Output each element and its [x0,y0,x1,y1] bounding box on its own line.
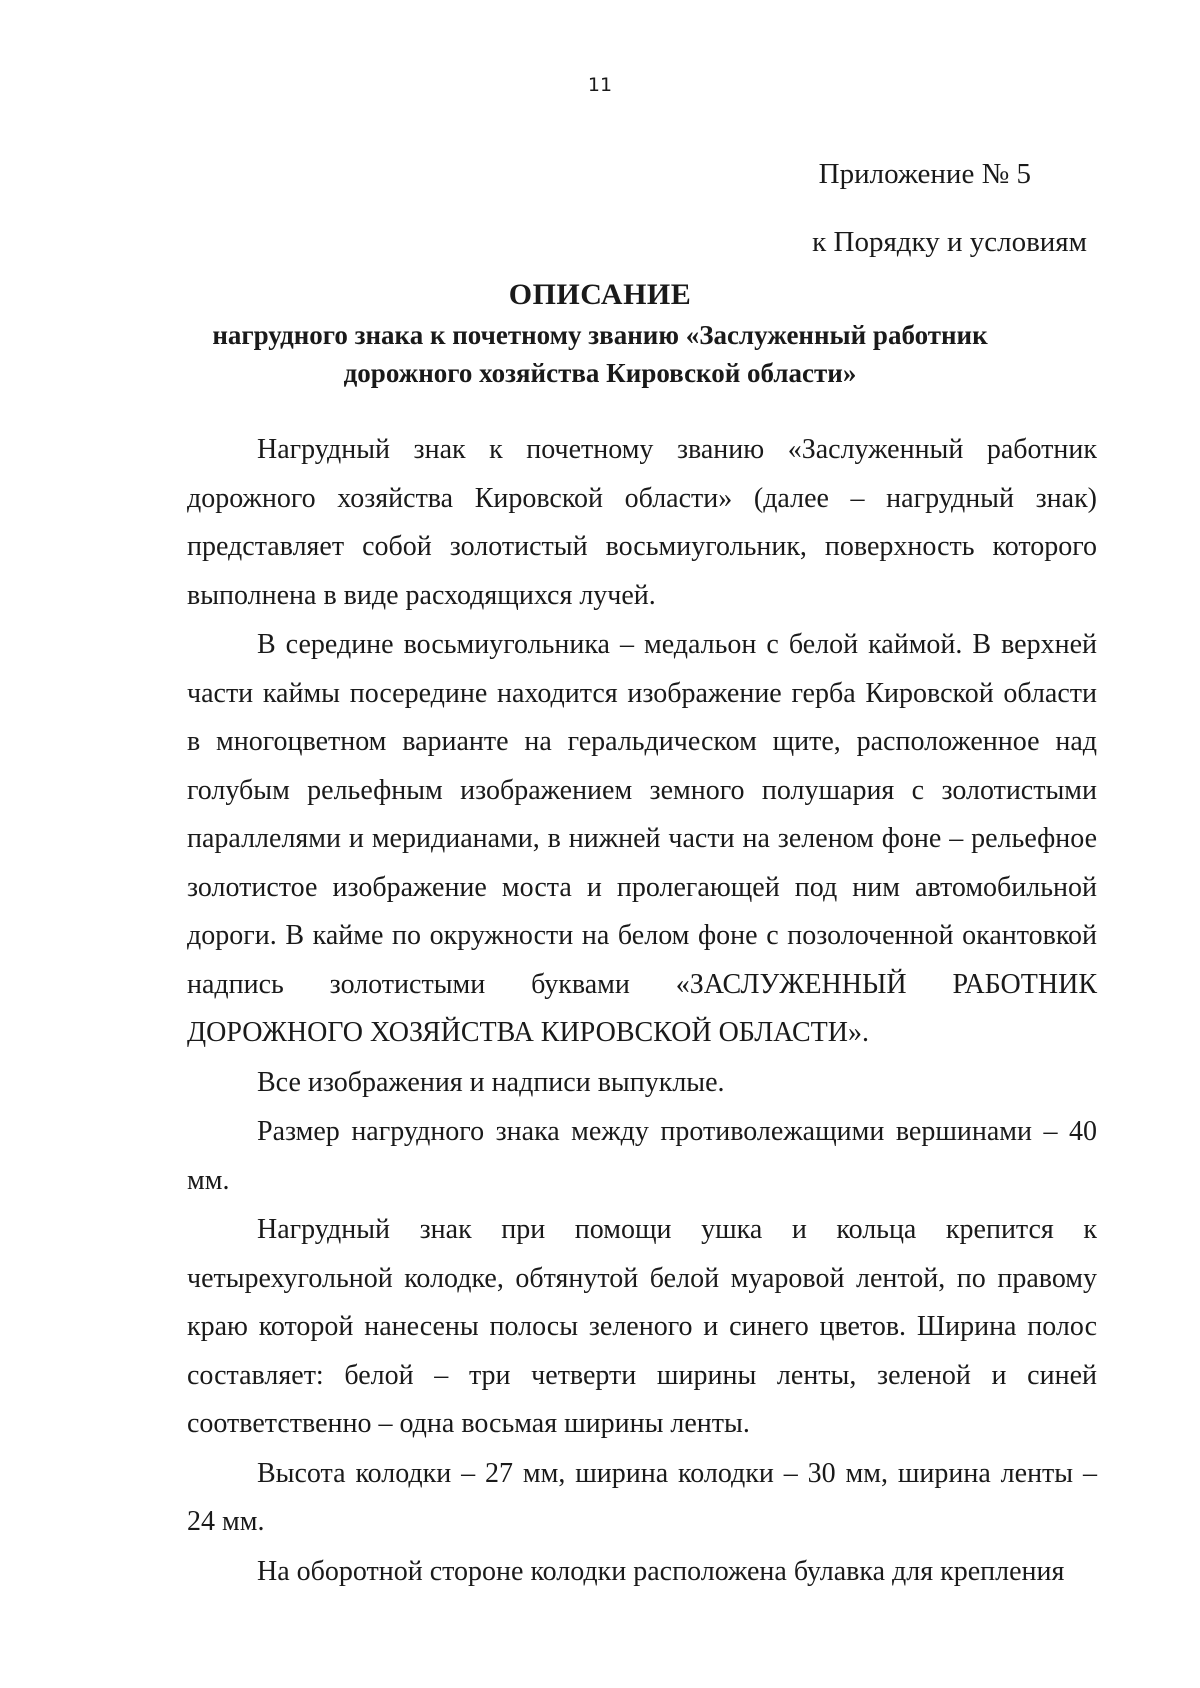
paragraph-intro: Нагрудный знак к почетному званию «Заслуженный работник дорожного хозяйства Кировской области» (далее – нагрудный знак) представляет собой золотистый восьмиугольник, поверхность которого выполнена в виде расходящихся лучей. [187,434,1097,611]
document-subtitle-line2: дорожного хозяйства Кировской области» [343,358,857,388]
paragraph-convex: Все изображения и надписи выпуклые. [257,1066,725,1098]
appendix-reference: к Порядку и условиям [812,226,1087,258]
document-title: ОПИСАНИЕ [508,278,692,311]
document-subtitle-line1: нагрудного знака к почетному званию «Заслуженный работник [212,320,988,350]
paragraph-dimensions: Высота колодки – 27 мм, ширина колодки – 30 мм, ширина ленты – 24 мм. [187,1457,1097,1537]
paragraph-reverse-side: На оборотной стороне колодки расположена булавка для крепления [257,1555,1065,1587]
paragraph-size: Размер нагрудного знака между противолежащими вершинами – 40 мм. [187,1116,1097,1196]
paragraph-mounting: Нагрудный знак при помощи ушка и кольца крепится к четырехугольной колодке, обтянутой белой муаровой лентой, по правому краю которой нанесены полосы зеленого и синего цветов. Ширина полос составляет: белой – три четверти ширины ленты, зеленой и синей соответственно – одна восьмая ширины ленты. [187,1214,1097,1439]
paragraph-medallion: В середине восьмиугольника – медальон с белой каймой. В верхней части каймы посередине находится изображение герба Кировской области в многоцветном варианте на геральдическом щите, расположенное над голубым рельефным изображением земного полушария с золотистыми параллелями и меридианами, в нижней части на зеленом фоне – рельефное золотистое изображение моста и пролегающей под ним автомобильной дороги. В кайме по окружности на белом фоне с позолоченной окантовкой надпись золотистыми буквами «ЗАСЛУЖЕННЫЙ РАБОТНИК ДОРОЖНОГО ХОЗЯЙСТВА КИРОВСКОЙ ОБЛАСТИ». [187,629,1097,1048]
document-body [187,426,1097,1596]
page-number: 11 [587,74,613,96]
appendix-number: Приложение № 5 [818,158,1031,190]
